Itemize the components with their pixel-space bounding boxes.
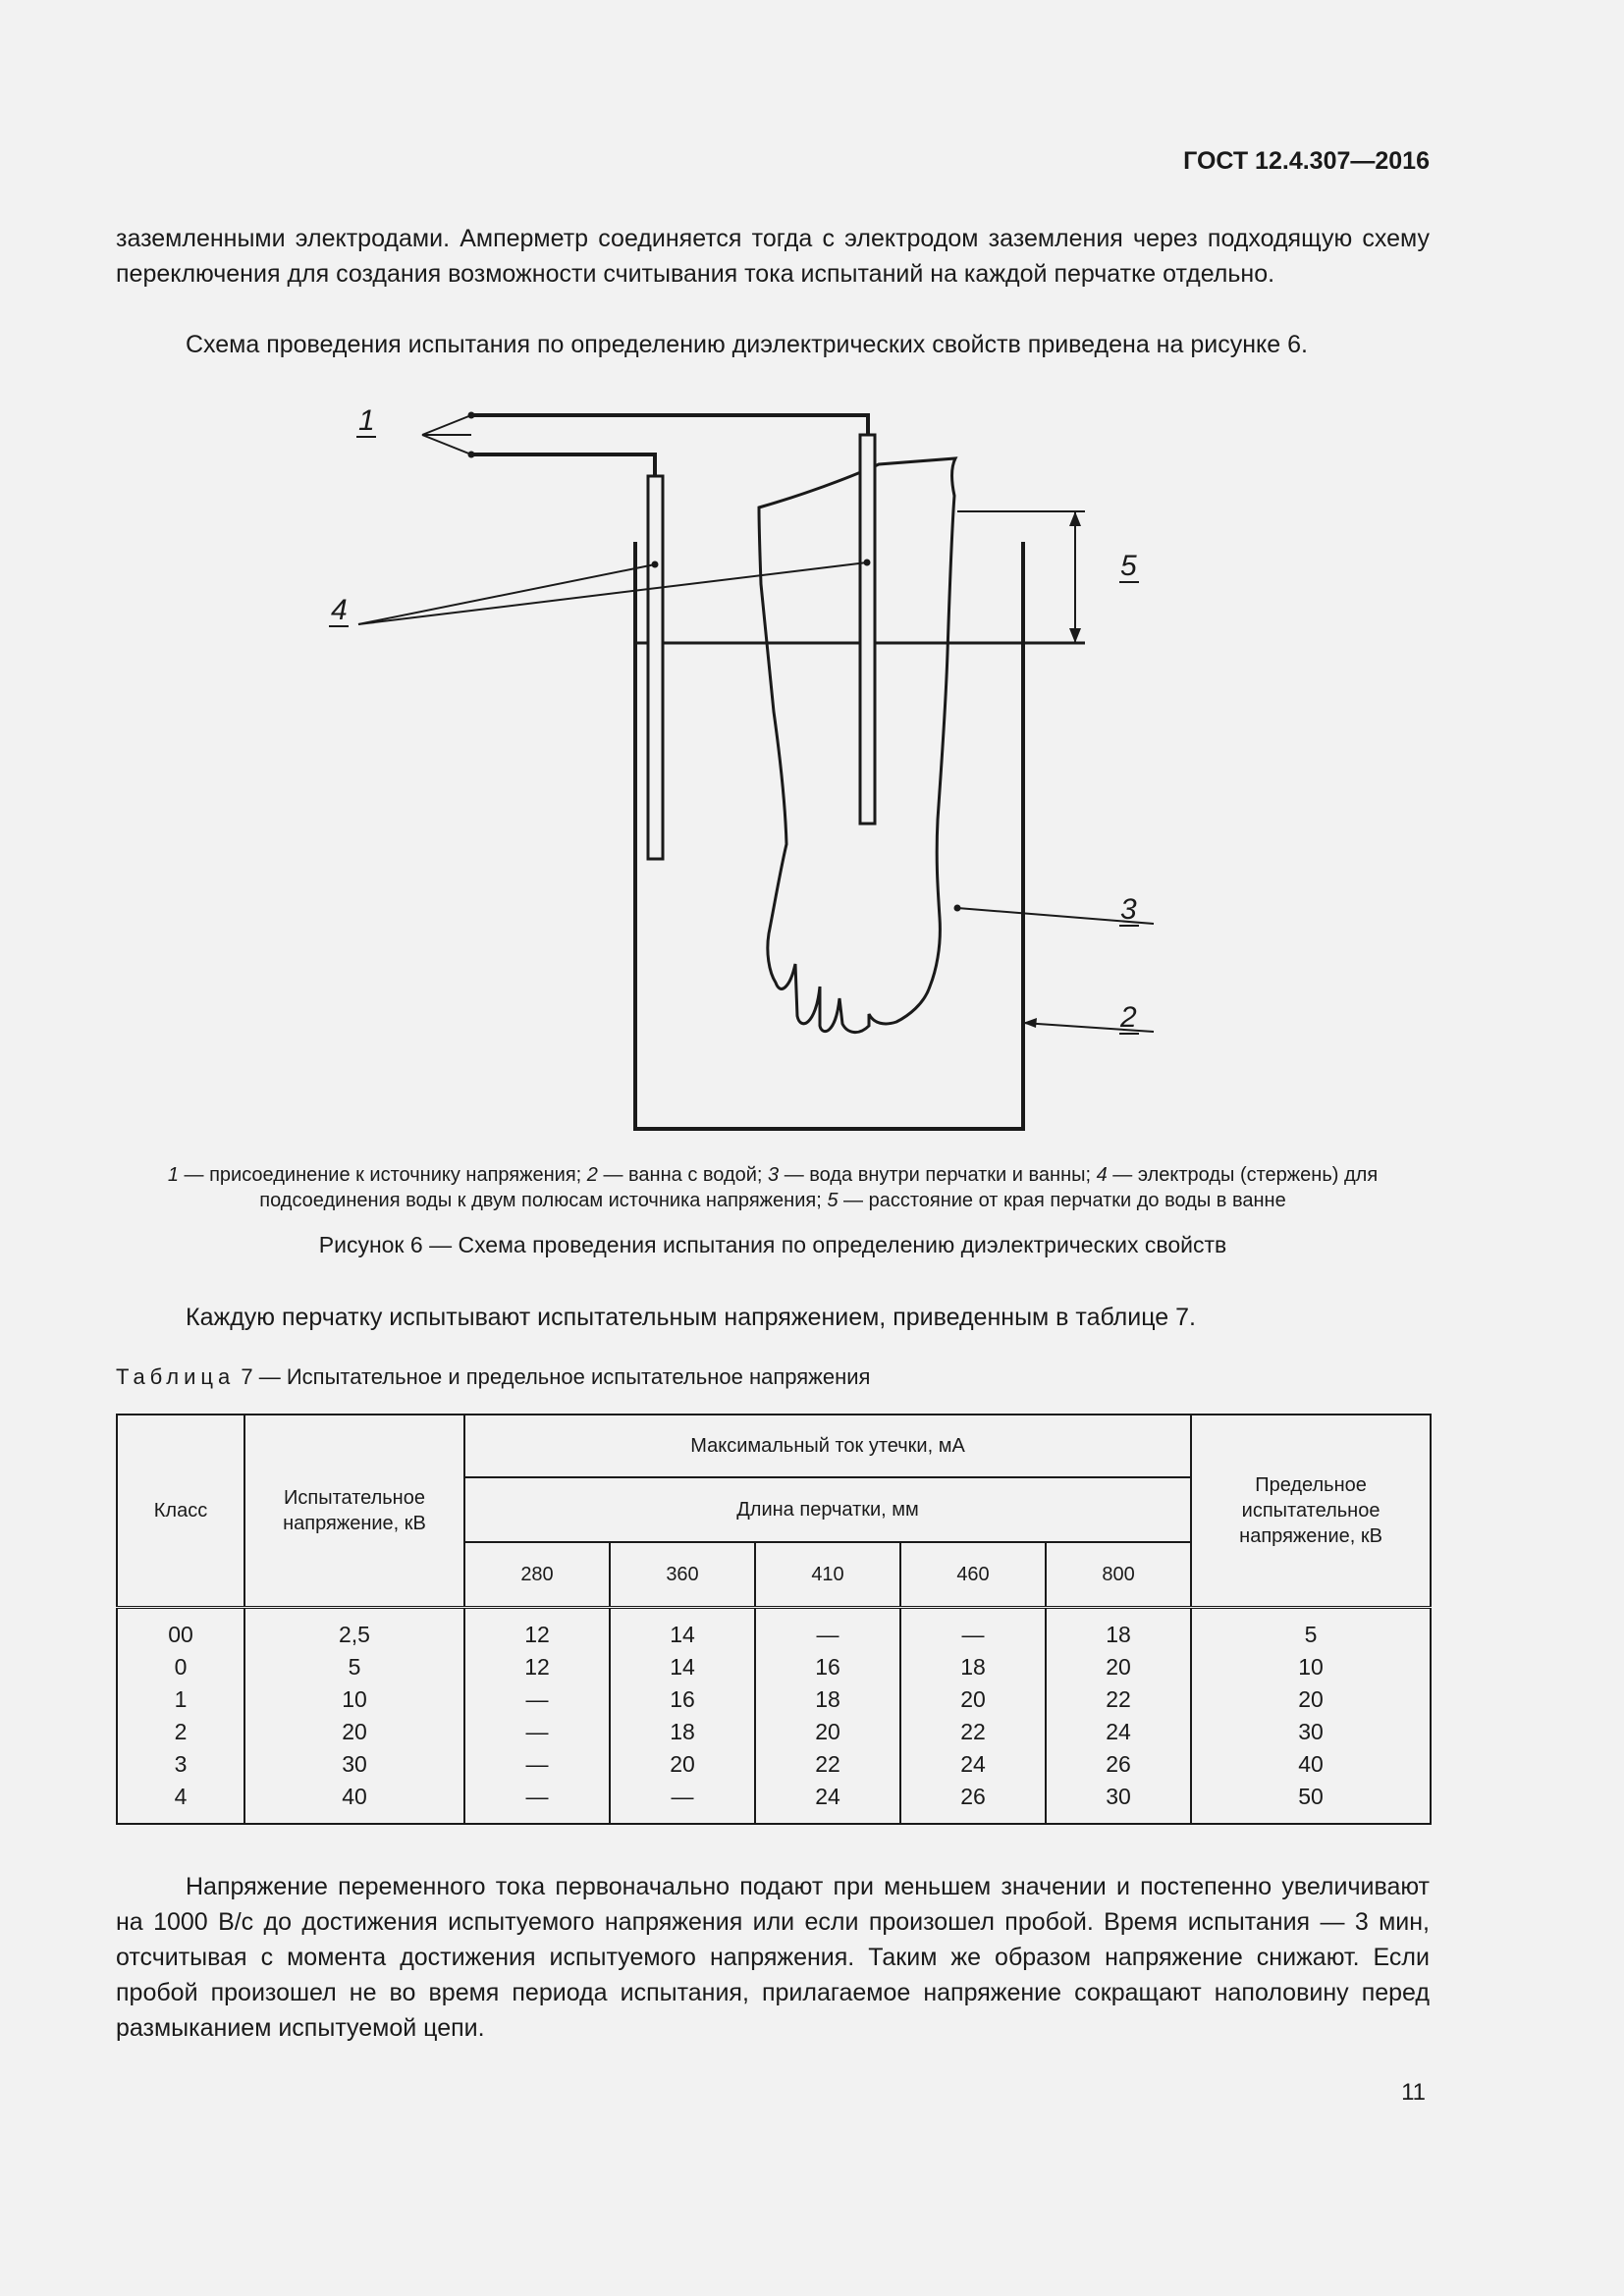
table-cell: 30 (1191, 1716, 1431, 1748)
electrode-left (648, 476, 663, 859)
table-cell: 20 (755, 1716, 900, 1748)
header-length: 410 (755, 1542, 900, 1608)
table-row (117, 1716, 1431, 1748)
table-cell: — (610, 1781, 755, 1824)
figure-label-1: 1 (358, 404, 375, 437)
table-cell: 16 (755, 1651, 900, 1683)
header-test-voltage: Испытательное напряжение, кВ (244, 1415, 464, 1608)
table-cell: 0 (117, 1651, 244, 1683)
table-cell: 20 (244, 1716, 464, 1748)
table-cell: 24 (1046, 1716, 1191, 1748)
glove-outline (759, 458, 955, 1033)
table-row (117, 1683, 1431, 1716)
table-title: Таблица 7 — Испытательное и предельное испытательное напряжения (116, 1364, 871, 1389)
table-cell: 30 (1046, 1781, 1191, 1824)
table-cell: — (464, 1748, 610, 1781)
figure-6-diagram (331, 398, 1173, 1153)
table-cell: 2 (117, 1716, 244, 1748)
table-cell: 20 (1191, 1683, 1431, 1716)
table-cell: 22 (1046, 1683, 1191, 1716)
table-cell: 5 (1191, 1608, 1431, 1652)
electrode-right (860, 435, 875, 824)
intro-paragraph-2: Схема проведения испытания по определению диэлектрических свойств приведена на рисунке 6. (186, 331, 1308, 358)
table-cell: 10 (1191, 1651, 1431, 1683)
table-cell: — (464, 1781, 610, 1824)
header-class: Класс (117, 1415, 244, 1608)
table-cell: — (464, 1716, 610, 1748)
table-cell: 22 (900, 1716, 1046, 1748)
paragraph-table-intro: Каждую перчатку испытывают испытательным напряжением, приведенным в таблице 7. (186, 1304, 1196, 1331)
table-cell: 12 (464, 1651, 610, 1683)
table-cell: 5 (244, 1651, 464, 1683)
table-cell: 24 (900, 1748, 1046, 1781)
table-cell: 10 (244, 1683, 464, 1716)
figure-legend: 1 — присоединение к источнику напряжения; 2 — ванна с водой; 3 — вода внутри перчатки и ванны; 4 — электроды (стержень) для подсоединения воды к двум полюсам источника напряжения; 5 — расстояние от края перчатки до воды в ванне (167, 1164, 1379, 1211)
table-cell: 00 (117, 1608, 244, 1652)
table-cell: 40 (1191, 1748, 1431, 1781)
table-cell: 20 (610, 1748, 755, 1781)
figure-label-4: 4 (331, 594, 348, 626)
table-row (117, 1651, 1431, 1683)
table-cell: — (755, 1608, 900, 1652)
table-row (117, 1781, 1431, 1824)
voltage-table (116, 1414, 1432, 1825)
header-length: 460 (900, 1542, 1046, 1608)
table-cell: — (464, 1683, 610, 1716)
table-cell: 24 (755, 1781, 900, 1824)
header-length: 280 (464, 1542, 610, 1608)
table-cell: 2,5 (244, 1608, 464, 1652)
table-cell: 18 (1046, 1608, 1191, 1652)
table-cell: 18 (900, 1651, 1046, 1683)
table-cell: 16 (610, 1683, 755, 1716)
table-cell: 20 (1046, 1651, 1191, 1683)
table-cell: 3 (117, 1748, 244, 1781)
table-cell: 30 (244, 1748, 464, 1781)
water-bath (635, 542, 1023, 1129)
table-cell: 18 (610, 1716, 755, 1748)
figure-caption: Рисунок 6 — Схема проведения испытания по определению диэлектрических свойств (318, 1232, 1227, 1257)
table-cell: 14 (610, 1608, 755, 1652)
table-cell: 26 (900, 1781, 1046, 1824)
figure-label-3: 3 (1120, 893, 1137, 926)
table-cell: 22 (755, 1748, 900, 1781)
table-cell: 12 (464, 1608, 610, 1652)
table-cell: 1 (117, 1683, 244, 1716)
table-cell: 20 (900, 1683, 1046, 1716)
figure-label-5: 5 (1120, 550, 1137, 582)
intro-paragraph-1: заземленными электродами. Амперметр соединяется тогда с электродом заземления через подходящую схему переключения для создания возможности считывания тока испытаний на каждой перчатке отдельно. (116, 225, 1430, 288)
header-glove-length: Длина перчатки, мм (464, 1477, 1191, 1542)
table-row (117, 1608, 1431, 1652)
paragraph-voltage-procedure: Напряжение переменного тока первоначально подают при меньшем значении и постепенно увеличивают на 1000 В/с до достижения испытуемого напряжения или если произошел пробой. Время испытания — 3 мин, отсчитывая с момента достижения испытуемого напряжения. Таким же образом напряжение снижают. Если пробой произошел не во время периода испытания, прилагаемое напряжение сокращают наполовину перед размыканием испытуемой цепи. (116, 1873, 1430, 2042)
header-limit-voltage: Предельное испытательное напряжение, кВ (1191, 1415, 1431, 1608)
table-cell: 18 (755, 1683, 900, 1716)
table-cell: 4 (117, 1781, 244, 1824)
header-length: 800 (1046, 1542, 1191, 1608)
table-cell: 14 (610, 1651, 755, 1683)
header-length: 360 (610, 1542, 755, 1608)
table-cell: — (900, 1608, 1046, 1652)
page-number: 11 (1401, 2079, 1426, 2106)
document-code: ГОСТ 12.4.307—2016 (1183, 147, 1430, 175)
wire-lower (471, 454, 655, 476)
table-cell: 50 (1191, 1781, 1431, 1824)
table-cell: 40 (244, 1781, 464, 1824)
figure-label-2: 2 (1120, 1001, 1137, 1034)
wire-upper (471, 415, 868, 435)
table-row (117, 1748, 1431, 1781)
table-cell: 26 (1046, 1748, 1191, 1781)
header-max-current: Максимальный ток утечки, мА (464, 1415, 1191, 1477)
table-body (117, 1608, 1431, 1825)
